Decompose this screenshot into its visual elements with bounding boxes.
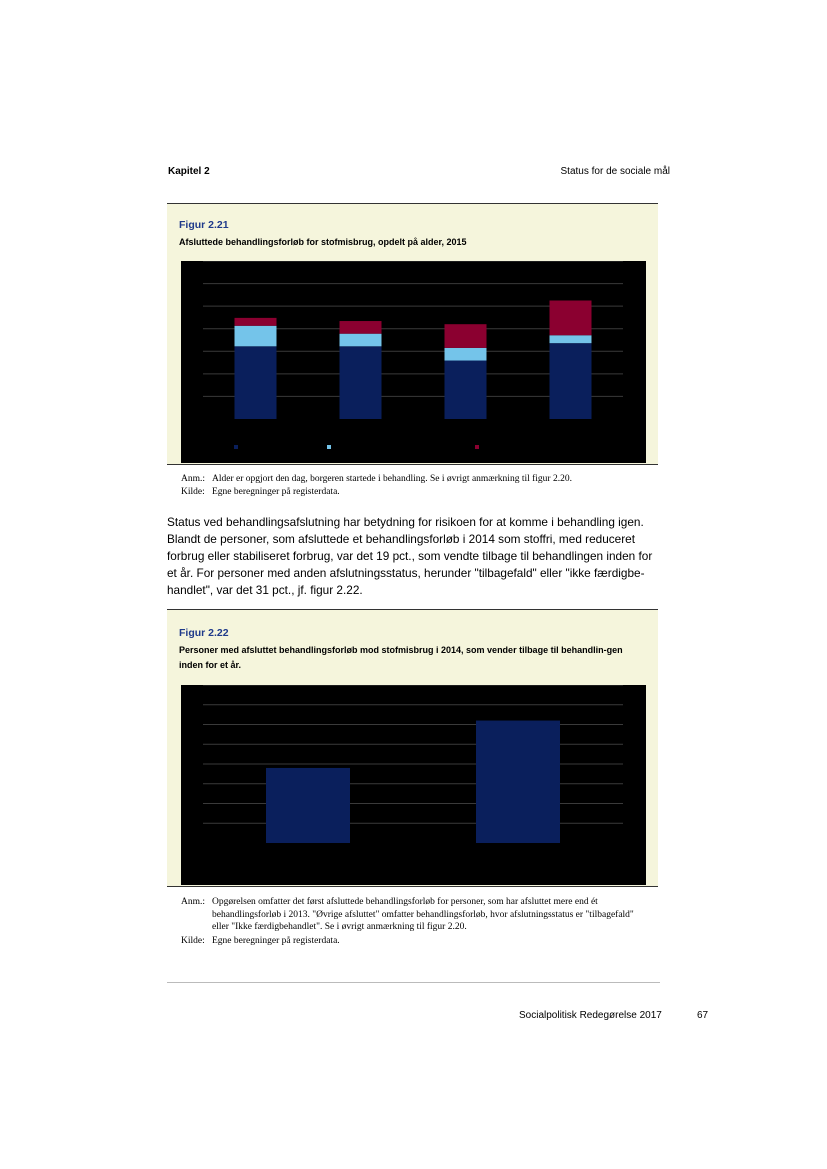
stacked-bar-chart bbox=[181, 261, 646, 463]
figure-title: Afsluttede behandlingsforløb for stofmisbrug, opdelt på alder, 2015 bbox=[179, 237, 467, 247]
footer-publication: Socialpolitisk Redegørelse 2017 bbox=[519, 1010, 662, 1021]
legend-swatch bbox=[475, 445, 479, 449]
bar-segment bbox=[340, 321, 382, 334]
chapter-label: Kapitel 2 bbox=[168, 166, 210, 177]
figure-2-22-notes bbox=[181, 896, 651, 958]
legend-swatch bbox=[234, 445, 238, 449]
bar bbox=[476, 721, 560, 843]
body-paragraph: Status ved behandlingsafslutning har betydning for risikoen for at komme i behandling igen. Blandt de personer, som afsluttede et behandlingsforløb i 2014 som stoffri, med reduceret forbrug eller stabiliseret forbrug, var det 19 pct., som vendte tilbage til behandlingen inden for et år. For personer med anden afslutningsstatus, herunder "tilbagefald" eller "ikke færdigbe-handlet", var det 31 pct., jf. figur 2.22. bbox=[167, 515, 653, 597]
bar-segment bbox=[235, 318, 277, 326]
figure-2-22 bbox=[167, 609, 658, 887]
figure-number: Figur 2.21 bbox=[179, 219, 229, 231]
note-label: Anm.: bbox=[181, 474, 206, 484]
note-text: Opgørelsen omfatter det først afsluttede behandlingsforløb for personer, som har afsluttet mere end ét behandlingsforløb i 2013. "Øvrige afsluttet" omfatter behandlingsforløb, hvor afslutningsstatus er "tilbagefald" eller "Ikke færdigbehandlet". Se i øvrigt anmærkning til figur 2.20. bbox=[212, 897, 634, 932]
source-text: Egne beregninger på registerdata. bbox=[212, 936, 340, 946]
page-number: 67 bbox=[697, 1010, 709, 1021]
legend-swatch bbox=[327, 445, 331, 449]
bar-segment bbox=[550, 301, 592, 336]
chart-canvas bbox=[181, 261, 646, 463]
bar-segment bbox=[445, 348, 487, 361]
source-label: Kilde: bbox=[181, 487, 205, 497]
bar-segment bbox=[340, 334, 382, 347]
figure-title: Personer med afsluttet behandlingsforløb mod stofmisbrug i 2014, som vender tilbage til behandlin-gen inden for et år. bbox=[179, 645, 623, 670]
bar-chart bbox=[181, 685, 646, 885]
bar-segment bbox=[445, 361, 487, 419]
source-label: Kilde: bbox=[181, 936, 205, 946]
figure-number: Figur 2.22 bbox=[179, 627, 229, 639]
bar-segment bbox=[550, 335, 592, 343]
figure-2-21-notes bbox=[181, 473, 651, 501]
bar bbox=[266, 768, 350, 843]
bar-segment bbox=[235, 346, 277, 419]
note-text: Alder er opgjort den dag, borgeren startede i behandling. Se i øvrigt anmærkning til figur 2.20. bbox=[212, 474, 572, 484]
bar-segment bbox=[340, 346, 382, 419]
note-label: Anm.: bbox=[181, 897, 206, 907]
bar-segment bbox=[550, 343, 592, 419]
chart-canvas bbox=[181, 685, 646, 885]
bar-segment bbox=[445, 324, 487, 348]
bar-segment bbox=[235, 326, 277, 347]
figure-2-21 bbox=[167, 203, 658, 465]
source-text: Egne beregninger på registerdata. bbox=[212, 487, 340, 497]
footer-rule bbox=[167, 982, 660, 983]
section-label: Status for de sociale mål bbox=[560, 166, 670, 177]
